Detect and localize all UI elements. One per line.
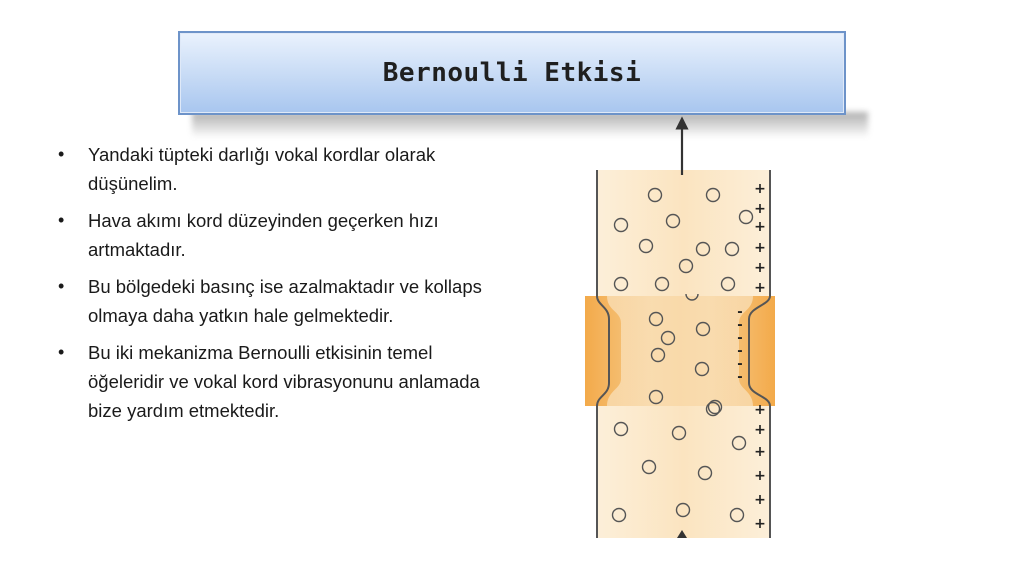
positive-pressure-sign: + (754, 468, 766, 484)
bullet-item: • Yandaki tüpteki darlığı vokal kordlar olarak düşünelim. (56, 140, 501, 198)
positive-pressure-sign: + (754, 516, 766, 532)
positive-pressure-sign: + (754, 444, 766, 460)
positive-pressure-sign: + (754, 240, 766, 256)
negative-pressure-sign: - (737, 318, 743, 333)
positive-pressure-sign: + (754, 181, 766, 197)
bullet-item: • Bu iki mekanizma Bernoulli etkisinin temel öğeleridir ve vokal kord vibrasyonunu anlamada bize yardım etmektedir. (56, 338, 501, 425)
positive-pressure-sign: + (754, 280, 766, 296)
positive-pressure-sign: + (754, 260, 766, 276)
negative-pressure-sign: - (737, 331, 743, 346)
negative-pressure-sign: - (737, 305, 743, 320)
negative-pressure-sign: - (737, 370, 743, 385)
title-banner (178, 31, 846, 115)
slide-title: Bernoulli Etkisi (382, 58, 642, 88)
negative-pressure-sign: - (737, 357, 743, 372)
bullet-item: • Hava akımı kord düzeyinden geçerken hızı artmaktadır. (56, 206, 501, 264)
positive-pressure-sign: + (754, 219, 766, 235)
positive-pressure-sign: + (754, 422, 766, 438)
narrow-channel (607, 296, 753, 406)
positive-pressure-sign: + (754, 201, 766, 217)
negative-pressure-sign: - (737, 344, 743, 359)
positive-pressure-sign: + (754, 492, 766, 508)
bernoulli-tube-figure (585, 113, 775, 543)
tube-diagram (585, 113, 775, 538)
bullet-item: • Bu bölgedeki basınç ise azalmaktadır ve kollaps olmaya daha yatkın hale gelmektedir. (56, 272, 501, 330)
positive-pressure-sign: + (754, 402, 766, 418)
bullet-list (56, 140, 501, 433)
